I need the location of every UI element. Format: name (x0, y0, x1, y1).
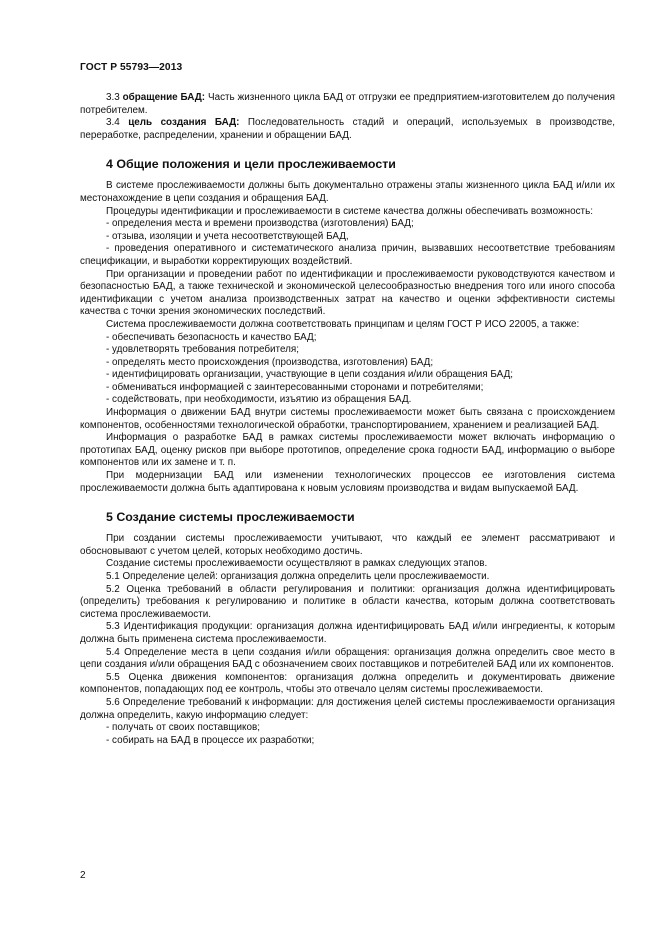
clause-5-2: 5.2 Оценка требований в области регулирования и политики: организация должна идентифицировать (определить) требования к регулированию и политике в области качества, которым должна соответствовать система прослеживаемости. (80, 583, 615, 620)
definition-3-4 (80, 117, 615, 142)
paragraph: Система прослеживаемости должна соответствовать принципам и целям ГОСТ Р ИСО 22005, а также: (106, 318, 580, 330)
definition-term: обращение БАД: (122, 92, 206, 103)
section-4-heading: 4 Общие положения и цели прослеживаемости (106, 157, 396, 172)
clause-5-6: 5.6 Определение требований к информации: для достижения целей системы прослеживаемости организация должна определить, какую информацию следует: (80, 696, 615, 721)
section-5-heading: 5 Создание системы прослеживаемости (106, 510, 355, 525)
list-item: - собирать на БАД в процессе их разработки; (106, 734, 315, 746)
definition-number: 3.3 (106, 92, 120, 103)
paragraph: Процедуры идентификации и прослеживаемости в системе качества должны обеспечивать возможность: (106, 205, 593, 217)
paragraph: Создание системы прослеживаемости осуществляют в рамках следующих этапов. (106, 558, 488, 570)
paragraph: При модернизации БАД или изменении технологических процессов ее изготовления система прослеживаемости должна быть адаптирована к новым условиям производства и видам выпускаемой БАД. (80, 470, 615, 494)
clause-5-1: 5.1 Определение целей: организация должна определить цели прослеживаемости. (106, 571, 490, 582)
paragraph: Информация о разработке БАД в рамках системы прослеживаемости может включать информацию о прототипах БАД, оценку рисков при выборе прототипов, определение срока годности БАД, информацию о выборе компонентов или их замене и т. п. (80, 432, 615, 469)
page-number: 2 (80, 870, 86, 881)
list-item: - содействовать, при необходимости, изъятию из обращения БАД. (106, 394, 412, 406)
list-item: - отзыва, изоляции и учета несоответствующей БАД, (106, 230, 349, 242)
list-item: - получать от своих поставщиков; (106, 722, 260, 734)
list-item: - определения места и времени производства (изготовления) БАД; (106, 218, 414, 230)
list-item: - обмениваться информацией с заинтересованными сторонами и потребителями; (106, 381, 484, 393)
definition-term: цель создания БАД: (128, 117, 240, 129)
list-item: - определять место происхождения (производства, изготовления) БАД; (106, 356, 434, 368)
list-item: - проведения оперативного и систематического анализа причин, вызвавших несоответствие требованиям спецификации, и выработки корректирующих воздействий. (80, 243, 615, 267)
clause-5-5: 5.5 Оценка движения компонентов: организация должна определить и документировать движение компонентов, попадающих под ее контроль, чтобы это отвечало целям системы прослеживаемости. (80, 671, 615, 696)
definition-number: 3.4 (106, 117, 120, 129)
document-body (80, 92, 615, 747)
definition-text: Последовательность стадий и операций, используемых в производстве, переработке, распределении, хранении и обращении БАД. (80, 117, 615, 141)
definition-text: Часть жизненного цикла БАД от отгрузки ее предприятием-изготовителем до получения потребителем. (80, 92, 615, 116)
paragraph: При создании системы прослеживаемости учитывают, что каждый ее элемент рассматривают и обосновывают с учетом целей, которых необходимо достичь. (80, 533, 615, 557)
paragraph: В системе прослеживаемости должны быть документально отражены этапы жизненного цикла БАД и/или их местонахождение в цепи создания и обращения БАД. (80, 180, 615, 204)
standard-header: ГОСТ Р 55793—2013 (80, 62, 183, 73)
list-item: - идентифицировать организации, участвующие в цепи создания и/или обращения БАД; (106, 369, 514, 381)
list-item: - удовлетворять требования потребителя; (106, 344, 299, 356)
definition-3-3 (80, 92, 615, 117)
clause-5-4: 5.4 Определение места в цепи создания и/или обращения: организация должна определить свое место в цепи создания и/или обращения БАД с обозначением своих поставщиков и потребителей БАД или их компонентов. (80, 646, 615, 671)
clause-5-3: 5.3 Идентификация продукции: организация должна идентифицировать БАД и/или ингредиенты, к которым должна быть применена система прослеживаемости. (80, 621, 615, 645)
list-item: - обеспечивать безопасность и качество БАД; (106, 331, 317, 343)
paragraph: Информация о движении БАД внутри системы прослеживаемости может быть связана с происхождением компонентов, особенностями технологической обработки, транспортированием, хранением и реализацией БАД. (80, 407, 615, 431)
paragraph: При организации и проведении работ по идентификации и прослеживаемости руководствуются качеством и безопасностью БАД, а также технической и экономической целесообразностью внедрения того или иного способа идентификации с учетом анализа производственных затрат на качество и оценки эффективности системы качества с точки зрения экономических последствий. (80, 268, 615, 318)
